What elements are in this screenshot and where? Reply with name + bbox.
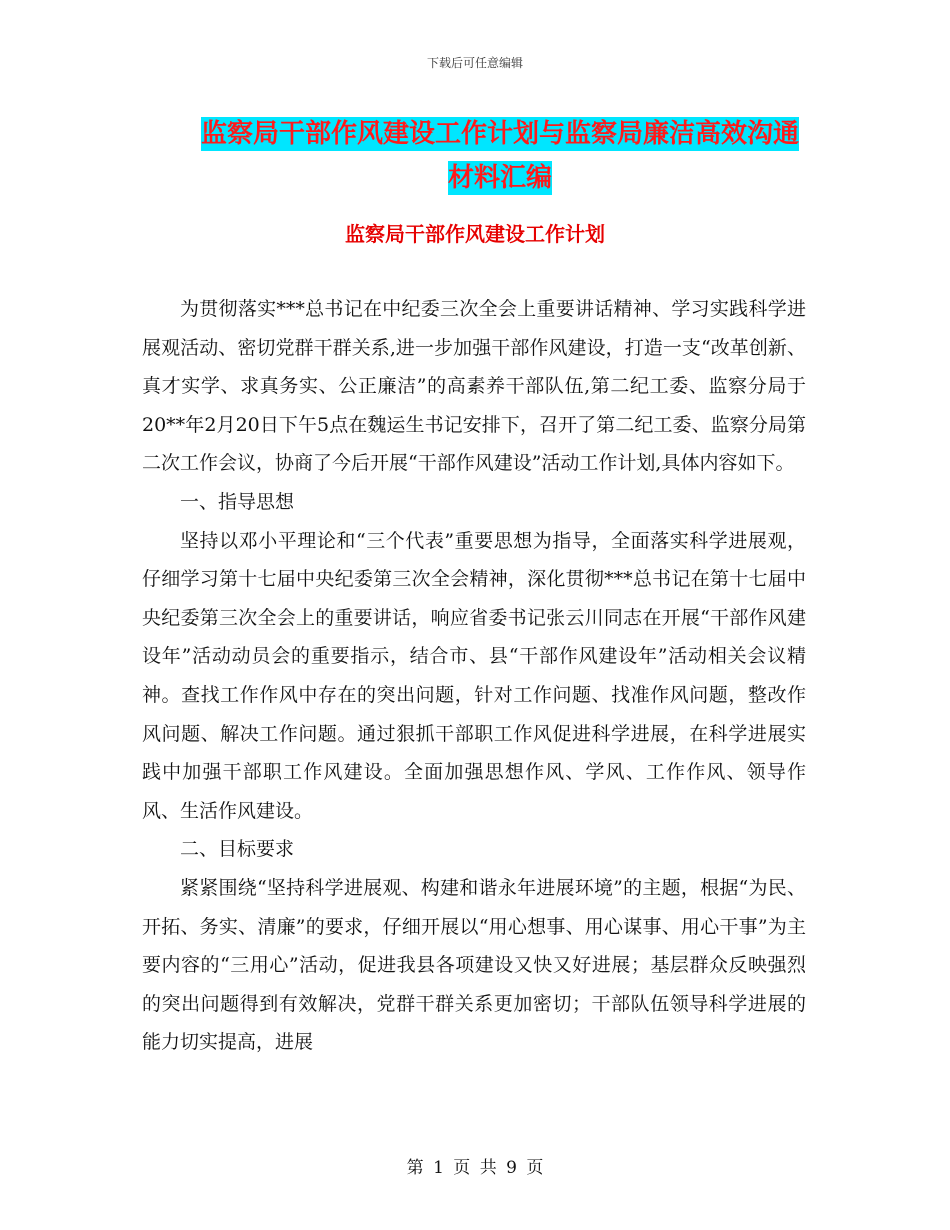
paragraph-intro: 为贯彻落实***总书记在中纪委三次全会上重要讲话精神、学习实践科学进展观活动、密切党群干群关系,进一步加强干部作风建设，打造一支“改革创新、真才实学、求真务实、公正廉洁”的高素养干部队伍,第二纪工委、监察分局于20**年2月20日下午5点在魏运生书记安排下，召开了第二纪工委、监察分局第二次工作会议，协商了今后开展“干部作风建设”活动工作计划,具体内容如下。: [142, 298, 806, 475]
header-note: 下载后可任意编辑: [426, 56, 523, 70]
paragraph-guiding-ideology: 坚持以邓小平理论和“三个代表”重要思想为指导，全面落实科学进展观，仔细学习第十七届中央纪委第三次全会精神，深化贯彻***总书记在第十七届中央纪委第三次全会上的重要讲话，响应省委书记张云川同志在开展“干部作风建设年”活动动员会的重要指示，结合市、县“干部作风建设年”活动相关会议精神。查找工作作风中存在的突出问题，针对工作问题、找准作风问题，整改作风问题、解决工作问题。通过狠抓干部职工作风促进科学进展，在科学进展实践中加强干部职工作风建设。全面加强思想作风、学风、工作作风、领导作风、生活作风建设。: [142, 529, 806, 822]
section-title: 监察局干部作风建设工作计划: [345, 222, 605, 246]
body-text: [142, 290, 806, 1062]
document-title-line-1: 监察局干部作风建设工作计划与监察局廉洁高效沟通: [200, 119, 799, 149]
document-title: [140, 112, 860, 200]
paragraph-goals-requirements: 紧紧围绕“坚持科学进展观、构建和谐永年进展环境”的主题，根据“为民、开拓、务实、清廉”的要求，仔细开展以“用心想事、用心谋事、用心干事”为主要内容的“三用心”活动，促进我县各项建设又快又好进展；基层群众反映强烈的突出问题得到有效解决，党群干群关系更加密切；干部队伍领导科学进展的能力切实提高，进展: [142, 876, 806, 1054]
heading-goals-requirements: 二、目标要求: [180, 838, 295, 861]
document-title-line-2: 材料汇编: [447, 163, 552, 193]
heading-guiding-ideology: 一、指导思想: [180, 490, 295, 513]
page-footer: 第 1 页 共 9 页: [406, 1158, 544, 1178]
